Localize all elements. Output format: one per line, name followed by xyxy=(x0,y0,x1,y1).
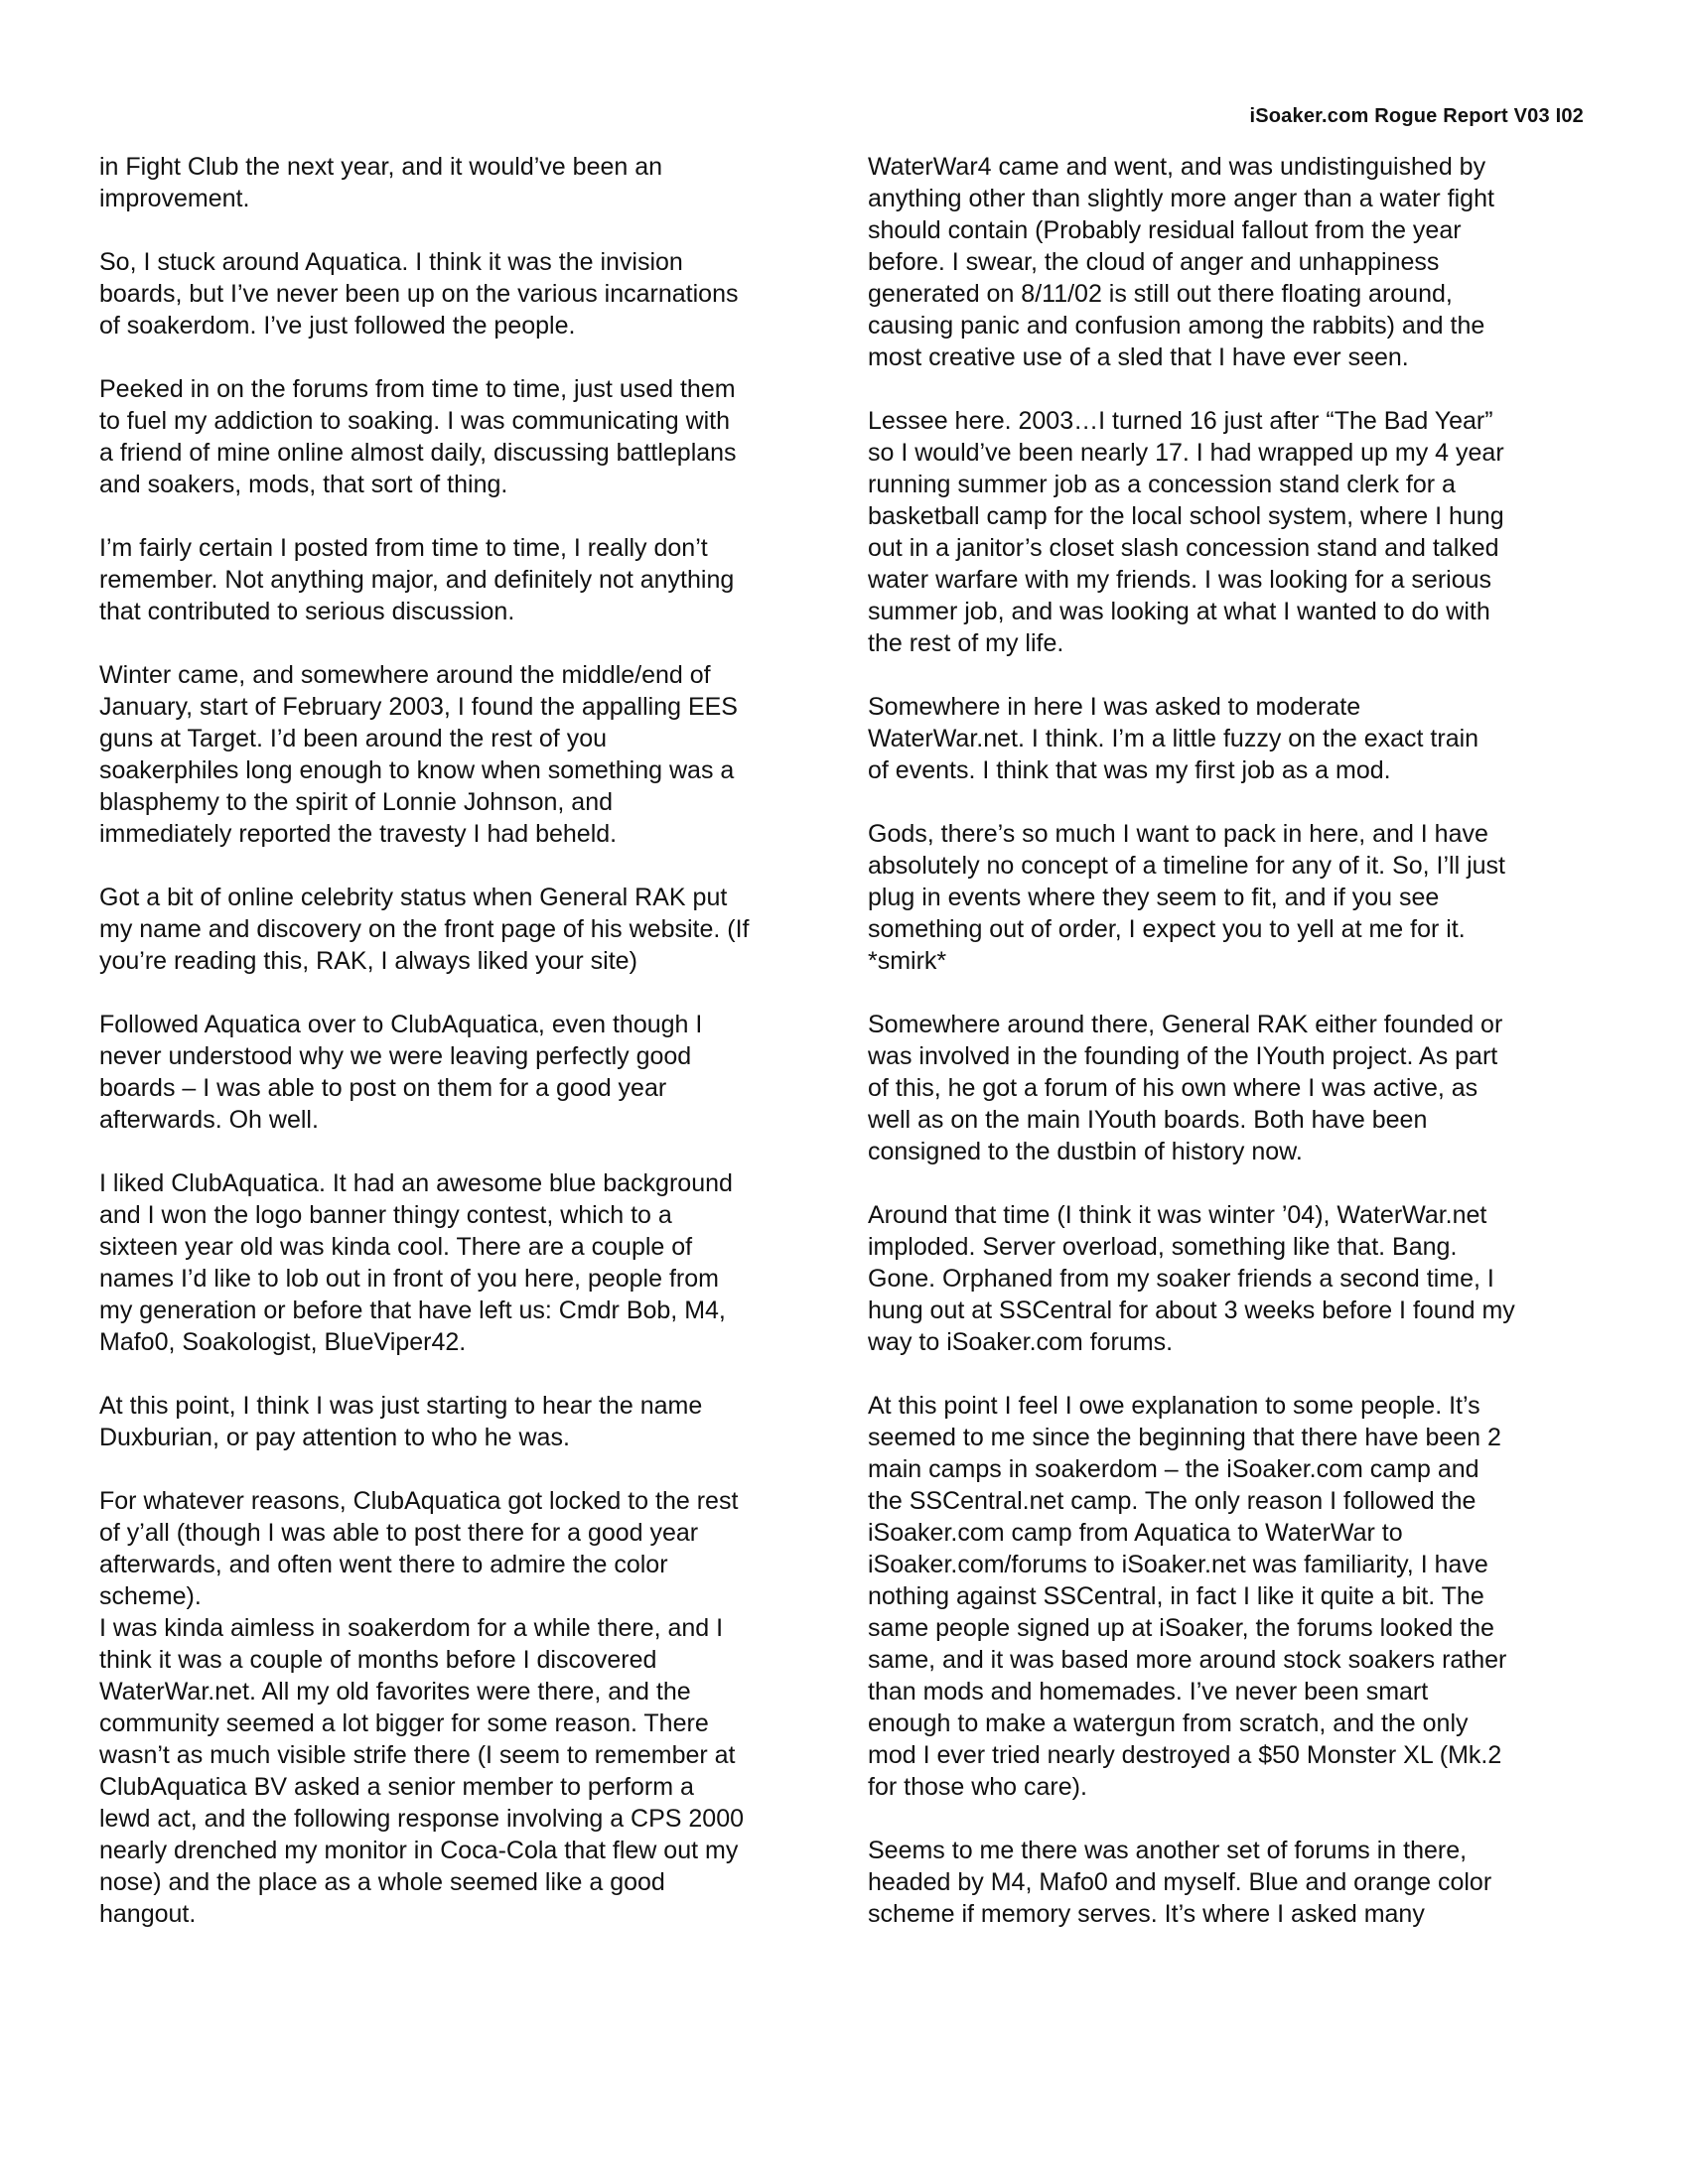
paragraph: Gods, there’s so much I want to pack in here, and I have absolutely no concept of a timeline for any of it. So, I’ll just plug in events where they seem to fit, and if you see something out of order, I expect you to yell at me for it. *smirk* xyxy=(868,820,1506,975)
paragraph: Lessee here. 2003…I turned 16 just after “The Bad Year” so I would’ve been nearly 17. I had wrapped up my 4 year running summer job as a concession stand clerk for a basketball camp for the local school system, where I hung out in a janitor’s closet slash concession stand and talked water warfare with my friends. I was looking for a serious summer job, and was looking at what I wanted to do with the rest of my life. xyxy=(868,407,1504,657)
paragraph: in Fight Club the next year, and it would’ve been an improvement. xyxy=(99,153,663,212)
paragraph: Winter came, and somewhere around the middle/end of January, start of February 2003, I found the appalling EES guns at Target. I’d been around the rest of you soakerphiles long enough to know when something was a blasphemy to the spirit of Lonnie Johnson, and immediately reported the travesty I had beheld. xyxy=(99,661,738,848)
paragraph: Seems to me there was another set of forums in there, headed by M4, Mafo0 and myself. Blue and orange color scheme if memory serves. It’s where I asked many xyxy=(868,1837,1492,1928)
paragraph: I liked ClubAquatica. It had an awesome blue background and I won the logo banner thingy contest, which to a sixteen year old was kinda cool. There are a couple of names I’d like to lob out in front of you here, people from my generation or before that have left us: Cmdr Bob, M4, Mafo0, Soakologist, BlueViper42. xyxy=(99,1169,733,1356)
paragraph: At this point I feel I owe explanation to some people. It’s seemed to me since the beginning that there have been 2 main camps in soakerdom – the iSoaker.com camp and the SSCentral.net camp. The only reason I followed the iSoaker.com camp from Aquatica to WaterWar to iSoaker.com/forums to iSoaker.net was familiarity, I have nothing against SSCentral, in fact I like it quite a bit. The same people signed up at iSoaker, the forums looked the same, and it was based more around stock soakers rather than mods and homemades. I’ve never been smart enough to make a watergun from scratch, and the only mod I ever tried nearly destroyed a $50 Monster XL (Mk.2 for those who care). xyxy=(868,1392,1507,1801)
paragraph: Somewhere around there, General RAK either founded or was involved in the founding of the IYouth project. As part of this, he got a forum of his own where I was active, as well as on the main IYouth boards. Both have been consigned to the dustbin of history now. xyxy=(868,1011,1503,1165)
paragraph: Got a bit of online celebrity status when General RAK put my name and discovery on the front page of his website. (If you’re reading this, RAK, I always liked your site) xyxy=(99,884,750,975)
paragraph: WaterWar4 came and went, and was undistinguished by anything other than slightly more anger than a water fight should contain (Probably residual fallout from the year before. I swear, the cloud of anger and unhappiness generated on 8/11/02 is still out there floating around, causing panic and confusion among the rabbits) and the most creative use of a sled that I have ever seen. xyxy=(868,153,1494,371)
paragraph: Around that time (I think it was winter ’04), WaterWar.net imploded. Server overload, something like that. Bang. Gone. Orphaned from my soaker friends a second time, I hung out at SSCentral for about 3 weeks before I found my way to iSoaker.com forums. xyxy=(868,1201,1515,1356)
paragraph: Somewhere in here I was asked to moderate WaterWar.net. I think. I’m a little fuzzy on the exact train of events. I think that was my first job as a mod. xyxy=(868,693,1479,784)
paragraph: I’m fairly certain I posted from time to time, I really don’t remember. Not anything major, and definitely not anything that contributed to serious discussion. xyxy=(99,534,735,625)
paragraph: I was kinda aimless in soakerdom for a while there, and I think it was a couple of months before I discovered WaterWar.net. All my old favorites were there, and the community seemed a lot bigger for some reason. There wasn’t as much visible strife there (I seem to remember at ClubAquatica BV asked a senior member to perform a lewd act, and the following response involving a CPS 2000 nearly drenched my monitor in Coca-Cola that flew out my nose) and the place as a whole seemed like a good hangout. xyxy=(99,1614,745,1928)
paragraph: Peeked in on the forums from time to time, just used them to fuel my addiction to soaking. I was communicating with a friend of mine online almost daily, discussing battleplans and soakers, mods, that sort of thing. xyxy=(99,375,737,498)
left-column xyxy=(99,151,819,1962)
page-header: iSoaker.com Rogue Report V03 I02 xyxy=(1249,105,1584,127)
right-column xyxy=(868,151,1588,1962)
paragraph: Followed Aquatica over to ClubAquatica, even though I never understood why we were leaving perfectly good boards – I was able to post on them for a good year afterwards. Oh well. xyxy=(99,1011,703,1134)
paragraph: So, I stuck around Aquatica. I think it was the invision boards, but I’ve never been up on the various incarnations of soakerdom. I’ve just followed the people. xyxy=(99,248,739,340)
paragraph: For whatever reasons, ClubAquatica got locked to the rest of y’all (though I was able to post there for a good year afterwards, and often went there to admire the color scheme). xyxy=(99,1487,739,1610)
paragraph: At this point, I think I was just starting to hear the name Duxburian, or pay attention to who he was. xyxy=(99,1392,703,1451)
